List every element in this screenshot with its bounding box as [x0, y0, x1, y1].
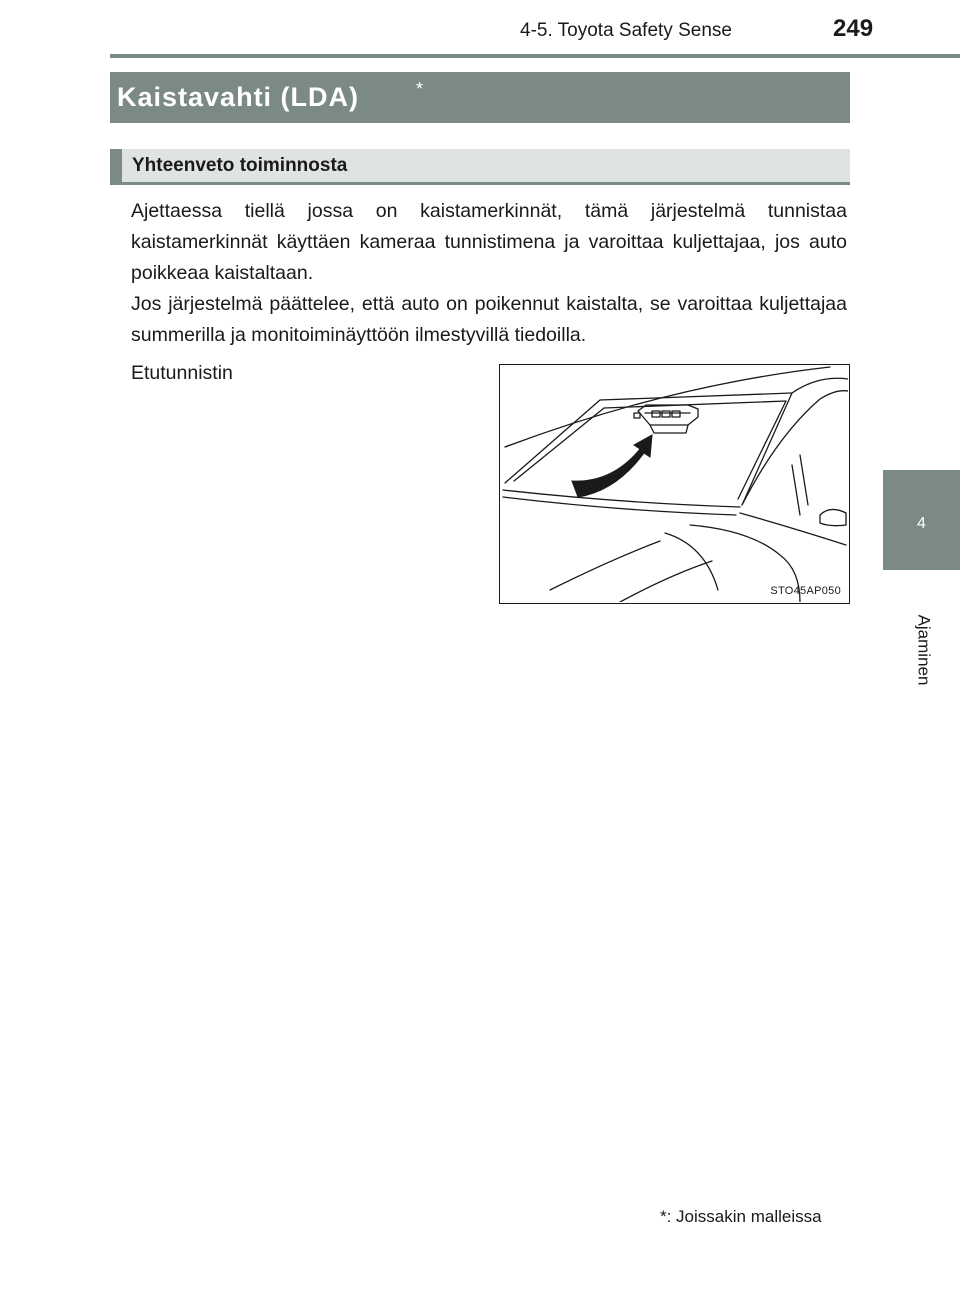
chapter-title: Ajaminen: [914, 614, 933, 686]
chapter-number: 4: [917, 515, 926, 532]
title-footnote-marker: *: [416, 79, 424, 99]
chapter-title-vertical: [908, 614, 938, 686]
paragraph-2: Jos järjestelmä päättelee, että auto on poikennut kaistalta, se varoittaa kuljettajaa summerilla ja monitoiminäyttöön ilmestyvillä tiedoilla.: [131, 293, 847, 346]
windshield-drawing: [500, 365, 848, 602]
subheading-accent: [110, 149, 122, 185]
page-title: Kaistavahti (LDA): [117, 82, 360, 112]
windshield-sensor-illustration: [499, 364, 850, 604]
page-number: 249: [833, 15, 874, 42]
figure-caption: Etutunnistin: [131, 362, 233, 384]
section-header: 4-5. Toyota Safety Sense: [520, 20, 732, 41]
header-rule: [110, 54, 960, 58]
paragraph-1: Ajettaessa tiellä jossa on kaistamerkinnät, tämä järjestelmä tunnistaa kaistamerkinnät käyttäen kameraa tunnistimena ja varoittaa kuljettajaa, jos auto poikkeaa kaistaltaan.: [131, 200, 847, 284]
footnote: *: Joissakin malleissa: [660, 1207, 822, 1226]
subheading: Yhteenveto toiminnosta: [132, 155, 348, 176]
figure-code: STO45AP050: [770, 585, 841, 597]
